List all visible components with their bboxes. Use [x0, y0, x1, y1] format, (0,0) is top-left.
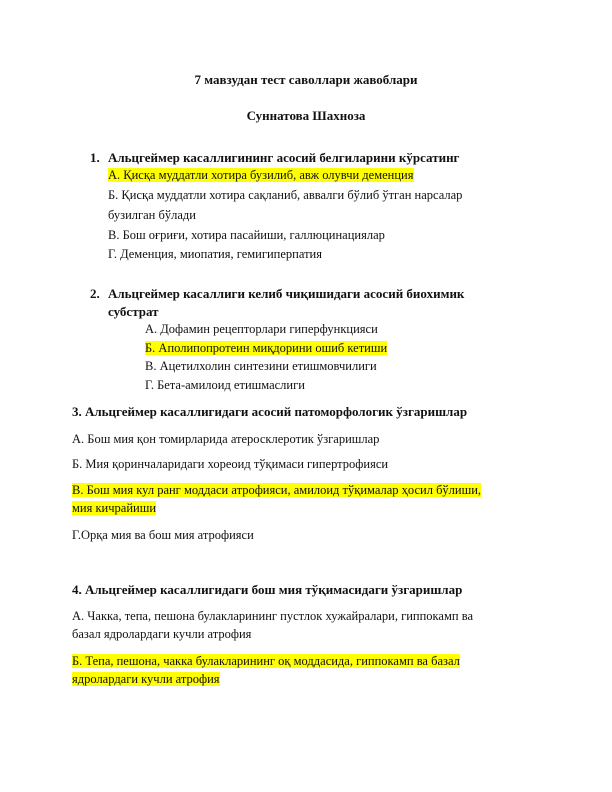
- q1-option-c: В. Бош оғриғи, хотира пасайиши, галлюцинациялар: [108, 228, 385, 242]
- q1-option-d: Г. Деменция, миопатия, гемигиперпатия: [108, 247, 322, 261]
- document-title: 7 мавзудан тест саволлари жавоблари: [194, 72, 418, 87]
- q3-option-a: А. Бош мия қон томирларида атеросклеротик ўзгаришлар: [72, 432, 380, 446]
- q4-option-b-cont-correct: ядролардаги кучли атрофия: [72, 672, 220, 686]
- q1-number: 1.: [90, 150, 100, 165]
- q4-option-a-cont: базал ядролардаги кучли атрофия: [72, 627, 252, 641]
- q3-option-b: Б. Мия қоринчаларидаги хореоид тўқимаси гипертрофияси: [72, 457, 389, 471]
- q3-question: 3. Альцгеймер касаллигидаги асосий патоморфологик ўзгаришлар: [72, 404, 468, 419]
- q4-question: 4. Альцгеймер касаллигидаги бош мия тўқимасидаги ўзгаришлар: [72, 582, 463, 597]
- q2-option-d: Г. Бета-амилоид етишмаслиги: [145, 378, 305, 392]
- q1-option-b-cont: бузилган бўлади: [108, 208, 196, 222]
- q2-option-a: А. Дофамин рецепторлари гиперфункцияси: [145, 322, 378, 336]
- q2-question-line1: Альцгеймер касаллиги келиб чиқишидаги асосий биохимик: [108, 286, 465, 301]
- q2-option-b-correct: Б. Аполипопротеин миқдорини ошиб кетиши: [145, 341, 388, 355]
- q2-number: 2.: [90, 286, 100, 301]
- q3-option-c-cont-correct: мия кичрайиши: [72, 501, 157, 515]
- q3-option-d: Г.Орқа мия ва бош мия атрофияси: [72, 528, 254, 542]
- q2-question-line2: субстрат: [108, 304, 159, 319]
- document-author: Суннатова Шахноза: [246, 108, 366, 123]
- q1-question: Альцгеймер касаллигининг асосий белгиларини кўрсатинг: [108, 150, 460, 165]
- q4-option-a: А. Чакка, тепа, пешона булакларининг пустлок хужайралари, гиппокамп ва: [72, 609, 473, 623]
- q3-option-c-correct: В. Бош мия кул ранг моддаси атрофияси, амилоид тўқималар ҳосил бўлиши,: [72, 483, 482, 497]
- q1-option-a-correct: А. Қисқа муддатли хотира бузилиб, авж олувчи деменция: [108, 168, 414, 182]
- q1-option-b: Б. Қисқа муддатли хотира сақланиб, аввалги бўлиб ўтган нарсалар: [108, 188, 463, 202]
- q2-option-c: В. Ацетилхолин синтезини етишмовчилиги: [145, 359, 377, 373]
- q4-option-b-correct: Б. Тепа, пешона, чакка булакларининг оқ моддасида, гиппокамп ва базал: [72, 654, 460, 668]
